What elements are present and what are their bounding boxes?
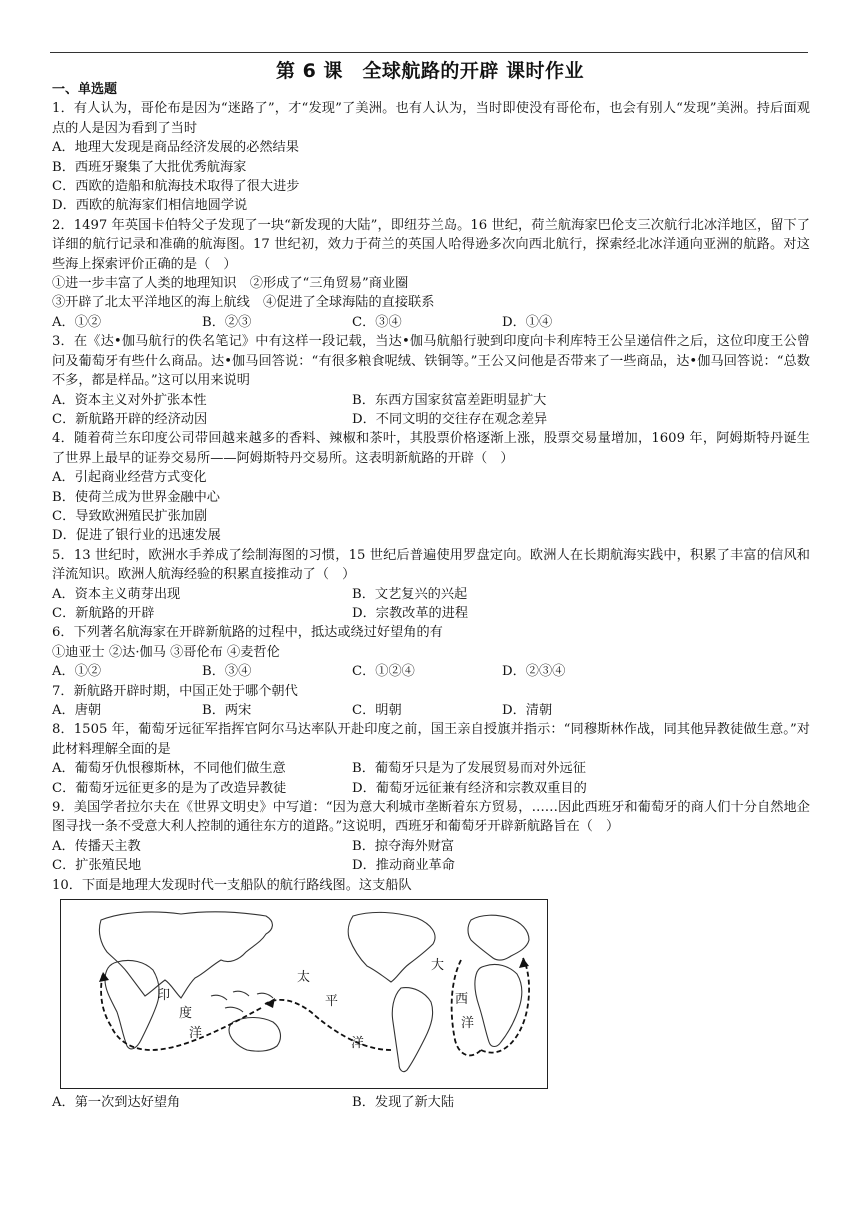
option-a[interactable]: A．葡萄牙仇恨穆斯林，不同他们做生意: [52, 761, 286, 777]
option-c[interactable]: C．新航路开辟的经济动因: [52, 411, 208, 427]
south-america-outline: [392, 988, 432, 1072]
options-row: [52, 662, 810, 681]
north-america-outline: [348, 912, 435, 982]
option-b[interactable]: B．③④: [202, 664, 252, 680]
option-d[interactable]: D．不同文明的交往存在观念差异: [352, 411, 548, 427]
question-3: [52, 332, 810, 429]
option-c[interactable]: C．导致欧洲殖民扩张加剧: [52, 508, 208, 524]
question-text: 9．美国学者拉尔夫在《世界文明史》中写道：“因为意大利城市垄断着东方贸易，……因此西班牙和葡萄牙的商人们十分自然地企图寻找一条不受意大利人控制的通往东方的道路。”这说明，西班牙和葡萄牙开辟新航路旨在（ ）: [52, 800, 810, 835]
question-text: 5．13 世纪时，欧洲水手养成了绘制海图的习惯，15 世纪后普遍使用罗盘定向。欧洲人在长期航海实践中，积累了丰富的信风和洋流知识。欧洲人航海经验的积累直接推动了（ ）: [52, 547, 810, 583]
islands-outline: [211, 991, 273, 1012]
question-4: [52, 429, 810, 545]
question-text: 7．新航路开辟时期，中国正处于哪个朝代: [52, 683, 298, 699]
question-text: 4．随着荷兰东印度公司带回越来越多的香料、辣椒和茶叶，其股票价格逐渐上涨，股票交易量增加，1609 年，阿姆斯特丹诞生了世界上最早的证券交易所——阿姆斯特丹交易所。这表明新航路的开辟（ ）: [52, 431, 810, 466]
option-b[interactable]: B．使荷兰成为世界金融中心: [52, 489, 220, 505]
africa-right-outline: [475, 964, 522, 1046]
options-row: [52, 856, 810, 875]
option-c[interactable]: C．新航路的开辟: [52, 605, 155, 621]
option-a[interactable]: A．地理大发现是商品经济发展的必然结果: [52, 140, 299, 156]
map-label-pacific-2: 平: [325, 994, 339, 1010]
map-label-indian-3: 洋: [189, 1026, 203, 1042]
question-9: [52, 798, 810, 876]
question-1: [52, 99, 810, 215]
header-rule: [50, 52, 808, 53]
options-row: [52, 585, 810, 604]
question-text: 2．1497 年英国卡伯特父子发现了一块“新发现的大陆”，即纽芬兰岛。16 世纪，荷兰航海家巴伦支三次航行北冰洋地区，留下了详细的航行记录和准确的航海图。17 世纪初，效力于荷兰的英国人哈得逊多次向西北航行，探索经北冰洋通向亚洲的航路。对这些海上探索评价正确的是（ ）: [52, 217, 810, 272]
question-text: 8．1505 年，葡萄牙远征军指挥官阿尔马达率队开赴印度之前，国王亲自授旗并指示：“同穆斯林作战，同其他异教徒做生意。”对此材料理解全面的是: [52, 722, 810, 757]
map-label-atlantic-3: 洋: [461, 1016, 475, 1032]
option-d[interactable]: D．西欧的航海家们相信地圆学说: [52, 198, 248, 214]
map-label-pacific-3: 洋: [351, 1036, 365, 1052]
worksheet-body: [52, 80, 810, 1112]
option-a[interactable]: A．①②: [52, 314, 102, 330]
page-title: 第 6 课 全球航路的开辟 课时作业: [275, 60, 585, 82]
options-row: [52, 701, 810, 720]
option-c[interactable]: C．明朝: [352, 703, 402, 718]
map-label-pacific-1: 太: [297, 970, 311, 986]
question-text: 1．有人认为，哥伦布是因为“迷路了”，才“发现”了美洲。也有人认为，当时即使没有哥伦布，也会有别人“发现”美洲。持后面观点的人是因为看到了当时: [52, 101, 810, 136]
options-row: [52, 1093, 810, 1112]
arrow-head: [99, 972, 109, 982]
map-label-atlantic-2: 西: [455, 992, 469, 1008]
europe-right-outline: [468, 915, 529, 960]
options-row: [52, 604, 810, 623]
option-b[interactable]: B．发现了新大陆: [352, 1095, 455, 1111]
africa-outline: [105, 960, 159, 1048]
option-b[interactable]: B．两宋: [202, 703, 252, 718]
option-d[interactable]: D．②③④: [502, 664, 566, 680]
option-b[interactable]: B．东西方国家贫富差距明显扩大: [352, 392, 547, 408]
option-d[interactable]: D．葡萄牙远征兼有经济和宗教双重目的: [352, 780, 587, 796]
option-a[interactable]: A．资本主义萌芽出现: [52, 586, 181, 602]
option-b[interactable]: B．文艺复兴的兴起: [352, 586, 468, 602]
options-row: [52, 759, 810, 778]
option-d[interactable]: D．清朝: [502, 703, 553, 718]
world-map-graphic: [61, 900, 547, 1088]
option-a[interactable]: A．唐朝: [52, 703, 102, 718]
option-b[interactable]: B．掠夺海外财富: [352, 838, 455, 854]
option-d[interactable]: D．宗教改革的进程: [352, 605, 469, 621]
option-c[interactable]: C．扩张殖民地: [52, 858, 142, 874]
option-c[interactable]: C．③④: [352, 314, 402, 330]
option-a[interactable]: A．引起商业经营方式变化: [52, 470, 207, 486]
option-b[interactable]: B．西班牙聚集了大批优秀航海家: [52, 159, 247, 175]
map-label-atlantic-1: 大: [431, 958, 445, 974]
option-a[interactable]: A．第一次到达好望角: [52, 1095, 181, 1111]
route-map: [60, 899, 548, 1089]
options-row: [52, 313, 810, 332]
option-a[interactable]: A．传播天主教: [52, 838, 141, 854]
question-7: [52, 682, 810, 721]
options-row: [52, 779, 810, 798]
option-d[interactable]: D．促进了银行业的迅速发展: [52, 528, 221, 544]
statement-line: ③开辟了北太平洋地区的海上航线 ④促进了全球海陆的直接联系: [52, 295, 435, 311]
statement-line: ①进一步丰富了人类的地理知识 ②形成了“三角贸易”商业圈: [52, 276, 409, 292]
statement-line: ①迪亚士 ②达·伽马 ③哥伦布 ④麦哲伦: [52, 644, 280, 660]
question-10: [52, 876, 810, 1113]
question-8: [52, 720, 810, 798]
map-label-indian-2: 度: [179, 1006, 193, 1022]
arrow-head: [519, 958, 529, 968]
question-text: 6．下列著名航海家在开辟新航路的过程中，抵达或绕过好望角的有: [52, 625, 443, 641]
eurasia-outline: [99, 912, 272, 998]
option-d[interactable]: D．①④: [502, 314, 553, 330]
option-a[interactable]: A．资本主义对外扩张本性: [52, 392, 207, 408]
australia-outline: [229, 1018, 280, 1052]
option-b[interactable]: B．葡萄牙只是为了发展贸易而对外远征: [352, 761, 586, 777]
section-heading: 一、单选题: [52, 82, 118, 97]
option-b[interactable]: B．②③: [202, 314, 252, 330]
option-c[interactable]: C．葡萄牙远征更多的是为了改造异教徒: [52, 780, 287, 796]
question-2: [52, 216, 810, 332]
question-text: 3．在《达•伽马航行的佚名笔记》中有这样一段记载，当达•伽马航船行驶到印度向卡利库特王公呈递信件之后，这位印度王公曾问及葡萄牙有些什么商品。达•伽马回答说：“有很多粮食呢绒、铁铜等。”王公又问他是否带来了一些商品，达•伽马回答说：“总数不多，都是样品。”这可以用来说明: [52, 334, 810, 389]
options-row: [52, 391, 810, 410]
question-5: [52, 546, 810, 624]
options-row: [52, 837, 810, 856]
option-d[interactable]: D．推动商业革命: [352, 858, 455, 874]
option-c[interactable]: C．①②④: [352, 664, 415, 680]
option-a[interactable]: A．①②: [52, 664, 102, 680]
question-text: 10．下面是地理大发现时代一支船队的航行路线图。这支船队: [52, 877, 412, 893]
question-6: [52, 623, 810, 681]
map-label-indian-1: 印: [157, 988, 171, 1004]
option-c[interactable]: C．西欧的造船和航海技术取得了很大进步: [52, 179, 300, 195]
options-row: [52, 410, 810, 429]
